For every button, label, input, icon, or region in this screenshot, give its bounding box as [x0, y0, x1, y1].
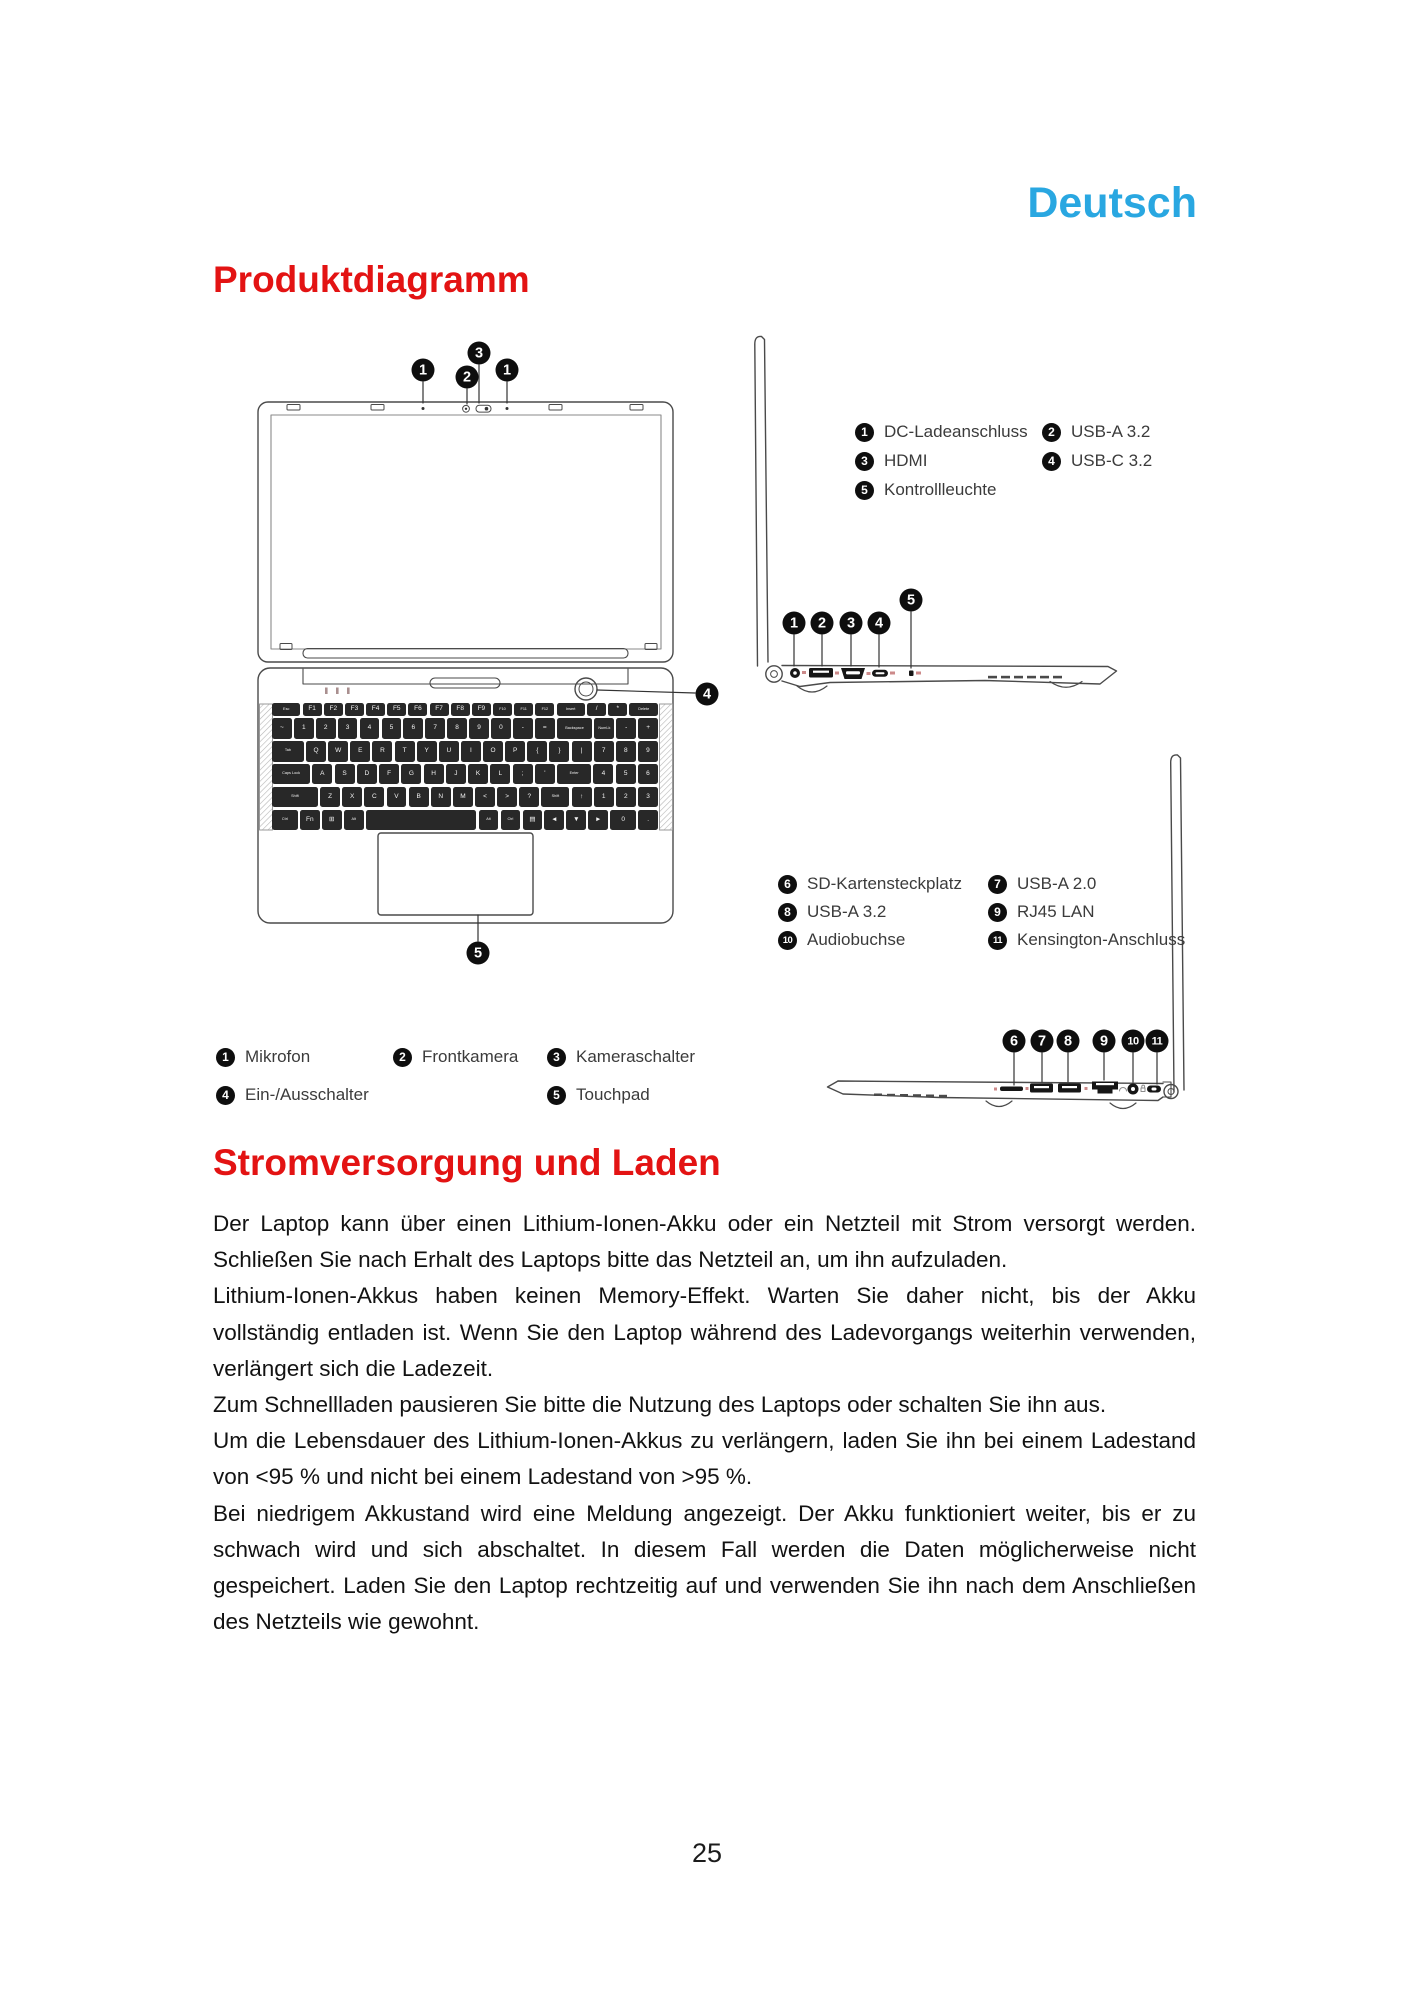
keyboard-key: ⊞: [322, 810, 342, 830]
keyboard-row: [272, 703, 658, 716]
legend-number-badge: 5: [547, 1086, 566, 1105]
keyboard-key: F6: [408, 703, 427, 716]
legend-label: USB-A 3.2: [1071, 422, 1151, 441]
keyboard-key: }: [549, 741, 569, 761]
keyboard-key: 3: [338, 718, 358, 738]
section-title-power: Stromversorgung und Laden: [213, 1142, 721, 1183]
legend-label: USB-A 2.0: [1017, 874, 1097, 893]
keyboard-key: W: [328, 741, 348, 761]
keyboard-key: -: [616, 718, 636, 738]
keyboard-key: 1: [294, 718, 314, 738]
callout-badge: 10: [1122, 1030, 1145, 1053]
legend-item: [778, 902, 988, 922]
callout-badge: 8: [1057, 1030, 1080, 1053]
keyboard-key: *: [608, 703, 627, 716]
keyboard-key: X: [342, 787, 362, 807]
keyboard-key: S: [335, 764, 355, 784]
keyboard-key: V: [387, 787, 407, 807]
keyboard-row: [272, 810, 658, 830]
legend-item: [778, 930, 988, 950]
legend-label: RJ45 LAN: [1017, 902, 1095, 921]
keyboard-key: ►: [588, 810, 608, 830]
callout-badge: 5: [467, 942, 490, 965]
callout-badge: 5: [900, 589, 923, 612]
laptop-keyboard-illustration: [272, 703, 658, 830]
keyboard-key: <: [475, 787, 495, 807]
power-section-body: [213, 1206, 1196, 1640]
keyboard-key: 8: [447, 718, 467, 738]
keyboard-key: ~: [272, 718, 292, 738]
legend-item: [1042, 422, 1152, 442]
keyboard-key: F1: [303, 703, 322, 716]
page-number: 25: [691, 1838, 723, 1868]
keyboard-key: F9: [472, 703, 491, 716]
keyboard-key: 0: [610, 810, 636, 830]
legend-label: USB-C 3.2: [1071, 451, 1153, 470]
keyboard-key: O: [483, 741, 503, 761]
keyboard-key: Tab: [272, 741, 304, 761]
legend-item: [855, 451, 1042, 471]
keyboard-key: F10: [493, 703, 512, 716]
keyboard-key: 6: [638, 764, 658, 784]
keyboard-row: [272, 718, 658, 738]
keyboard-key: NumLk: [594, 718, 614, 738]
keyboard-key: -: [513, 718, 533, 738]
keyboard-row: [272, 741, 658, 761]
keyboard-key: F5: [387, 703, 406, 716]
keyboard-key: Q: [306, 741, 326, 761]
keyboard-key: G: [401, 764, 421, 784]
keyboard-key: ?: [519, 787, 539, 807]
legend-number-badge: 9: [988, 903, 1007, 922]
keyboard-key: Insert: [557, 703, 585, 716]
callout-badge: 1: [783, 612, 806, 635]
keyboard-key: Y: [417, 741, 437, 761]
legend-right-side-ports: [778, 874, 1185, 950]
legend-label: Ein-/Ausschalter: [245, 1085, 369, 1104]
keyboard-key: R: [372, 741, 392, 761]
keyboard-key: E: [350, 741, 370, 761]
callout-badge: 1: [412, 359, 435, 382]
legend-label: DC-Ladeanschluss: [884, 422, 1028, 441]
legend-number-badge: 7: [988, 875, 1007, 894]
keyboard-key: 9: [469, 718, 489, 738]
callout-badge: 3: [840, 612, 863, 635]
legend-number-badge: 4: [1042, 452, 1061, 471]
legend-side-left-ports: [855, 422, 1152, 500]
keyboard-key: F2: [324, 703, 343, 716]
legend-number-badge: 11: [988, 931, 1007, 950]
legend-number-badge: 2: [393, 1048, 412, 1067]
keyboard-key: ▤: [523, 810, 543, 830]
keyboard-key: 0: [491, 718, 511, 738]
legend-number-badge: 1: [855, 423, 874, 442]
body-paragraph: Um die Lebensdauer des Lithium-Ionen-Akkus zu verlängern, laden Sie ihn bei einem Ladestand von <95 % und nicht bei einem Ladestand von >95 %.: [213, 1428, 1196, 1490]
keyboard-key: T: [395, 741, 415, 761]
legend-number-badge: 3: [855, 452, 874, 471]
callout-badge: 1: [496, 359, 519, 382]
callout-badge: 11: [1146, 1030, 1169, 1053]
legend-label: Kensington-Anschluss: [1017, 930, 1186, 949]
keyboard-key: /: [587, 703, 606, 716]
legend-item: [547, 1047, 695, 1067]
keyboard-row: [272, 764, 658, 784]
legend-number-badge: 2: [1042, 423, 1061, 442]
legend-label: Frontkamera: [422, 1047, 519, 1066]
callout-badge: 4: [868, 612, 891, 635]
keyboard-key: M: [453, 787, 473, 807]
keyboard-key: .: [638, 810, 658, 830]
keyboard-key: J: [446, 764, 466, 784]
legend-number-badge: 10: [778, 931, 797, 950]
callout-badge: 6: [1003, 1030, 1026, 1053]
keyboard-key: 7: [594, 741, 614, 761]
legend-number-badge: 5: [855, 481, 874, 500]
keyboard-key: Ctrl: [272, 810, 298, 830]
keyboard-key: F: [379, 764, 399, 784]
keyboard-key: F3: [345, 703, 364, 716]
keyboard-key: 8: [616, 741, 636, 761]
keyboard-key: 5: [616, 764, 636, 784]
language-heading: Deutsch: [1027, 179, 1197, 227]
keyboard-key: Alt: [344, 810, 364, 830]
keyboard-key: 3: [638, 787, 658, 807]
keyboard-key: U: [439, 741, 459, 761]
legend-label: USB-A 3.2: [807, 902, 887, 921]
keyboard-key: >: [497, 787, 517, 807]
keyboard-key: B: [409, 787, 429, 807]
keyboard-key: F8: [451, 703, 470, 716]
body-paragraph: Der Laptop kann über einen Lithium-Ionen-Akku oder ein Netzteil mit Strom versorgt werden. Schließen Sie nach Erhalt des Laptops bitte das Netzteil an, um ihn aufzuladen.: [213, 1211, 1196, 1273]
keyboard-key: 9: [638, 741, 658, 761]
callout-badge: 3: [468, 342, 491, 365]
legend-item: [393, 1047, 547, 1067]
legend-item: [988, 902, 1185, 922]
legend-item: [1042, 451, 1152, 471]
legend-label: Kameraschalter: [576, 1047, 696, 1066]
keyboard-key: F11: [514, 703, 533, 716]
legend-label: Mikrofon: [245, 1047, 311, 1066]
keyboard-key: 6: [403, 718, 423, 738]
keyboard-key: ▼: [566, 810, 586, 830]
section-title-product-diagram: Produktdiagramm: [213, 259, 530, 300]
callout-badge: 9: [1093, 1030, 1116, 1053]
body-paragraph: Lithium-Ionen-Akkus haben keinen Memory-Effekt. Warten Sie daher nicht, bis der Akku vollständig entladen ist. Wenn Sie den Laptop während des Ladevorgangs weiterhin verwenden, verlängert sich die Ladezeit.: [213, 1283, 1196, 1381]
keyboard-key: Enter: [557, 764, 591, 784]
keyboard-key: ◄: [544, 810, 564, 830]
legend-item: [216, 1085, 393, 1105]
callout-badge: 4: [696, 683, 719, 706]
legend-label: Touchpad: [576, 1085, 650, 1104]
legend-number-badge: 4: [216, 1086, 235, 1105]
keyboard-key: H: [424, 764, 444, 784]
callout-badge: 2: [811, 612, 834, 635]
keyboard-key: Shift: [541, 787, 569, 807]
keyboard-key: F4: [366, 703, 385, 716]
keyboard-key: 2: [316, 718, 336, 738]
legend-item: [855, 480, 1042, 500]
legend-item: [855, 422, 1042, 442]
legend-number-badge: 6: [778, 875, 797, 894]
legend-front-features: [216, 1047, 695, 1105]
keyboard-row: [272, 787, 658, 807]
legend-item: [988, 874, 1185, 894]
callout-badge: 2: [456, 366, 479, 389]
body-paragraph: Zum Schnellladen pausieren Sie bitte die Nutzung des Laptops oder schalten Sie ihn aus.: [213, 1392, 1107, 1418]
keyboard-key: Shift: [272, 787, 318, 807]
keyboard-key: 4: [593, 764, 613, 784]
legend-label: Kontrollleuchte: [884, 480, 997, 499]
legend-item: [547, 1085, 695, 1105]
keyboard-key: Alt: [479, 810, 499, 830]
keyboard-key: 5: [382, 718, 402, 738]
legend-number-badge: 3: [547, 1048, 566, 1067]
keyboard-key: D: [357, 764, 377, 784]
keyboard-key: F12: [535, 703, 554, 716]
legend-item: [778, 874, 988, 894]
keyboard-key: A: [312, 764, 332, 784]
legend-label: HDMI: [884, 451, 928, 470]
legend-item: [216, 1047, 393, 1067]
keyboard-key: Esc: [272, 703, 300, 716]
legend-label: Audiobuchse: [807, 930, 906, 949]
keyboard-key: [366, 810, 477, 830]
legend-number-badge: 1: [216, 1048, 235, 1067]
keyboard-key: ': [535, 764, 555, 784]
keyboard-key: 7: [425, 718, 445, 738]
keyboard-key: 1: [594, 787, 614, 807]
keyboard-key: C: [364, 787, 384, 807]
keyboard-key: |: [572, 741, 592, 761]
keyboard-key: Fn: [300, 810, 320, 830]
legend-label: SD-Kartensteckplatz: [807, 874, 962, 893]
keyboard-key: Caps Lock: [272, 764, 310, 784]
body-paragraph: Bei niedrigem Akkustand wird eine Meldung angezeigt. Der Akku funktioniert weiter, bis er zu schwach wird und sich abschaltet. In diesem Fall werden die Daten möglicherweise nicht gespeichert. Laden Sie den Laptop rechtzeitig auf und verwenden Sie ihn nach dem Anschließen des Netzteils wie gewohnt.: [213, 1500, 1196, 1635]
legend-item: [988, 930, 1185, 950]
keyboard-key: F7: [430, 703, 449, 716]
keyboard-key: ↑: [572, 787, 592, 807]
keyboard-key: {: [527, 741, 547, 761]
legend-number-badge: 8: [778, 903, 797, 922]
callout-badge: 7: [1031, 1030, 1054, 1053]
keyboard-key: N: [431, 787, 451, 807]
keyboard-key: ;: [513, 764, 533, 784]
keyboard-key: L: [490, 764, 510, 784]
keyboard-key: Delete: [629, 703, 657, 716]
keyboard-key: =: [535, 718, 555, 738]
keyboard-key: Backspace: [557, 718, 593, 738]
keyboard-key: Ctrl: [501, 810, 521, 830]
keyboard-key: +: [638, 718, 658, 738]
keyboard-key: I: [461, 741, 481, 761]
keyboard-key: 2: [616, 787, 636, 807]
keyboard-key: Z: [320, 787, 340, 807]
keyboard-key: K: [468, 764, 488, 784]
keyboard-key: 4: [360, 718, 380, 738]
keyboard-key: P: [505, 741, 525, 761]
